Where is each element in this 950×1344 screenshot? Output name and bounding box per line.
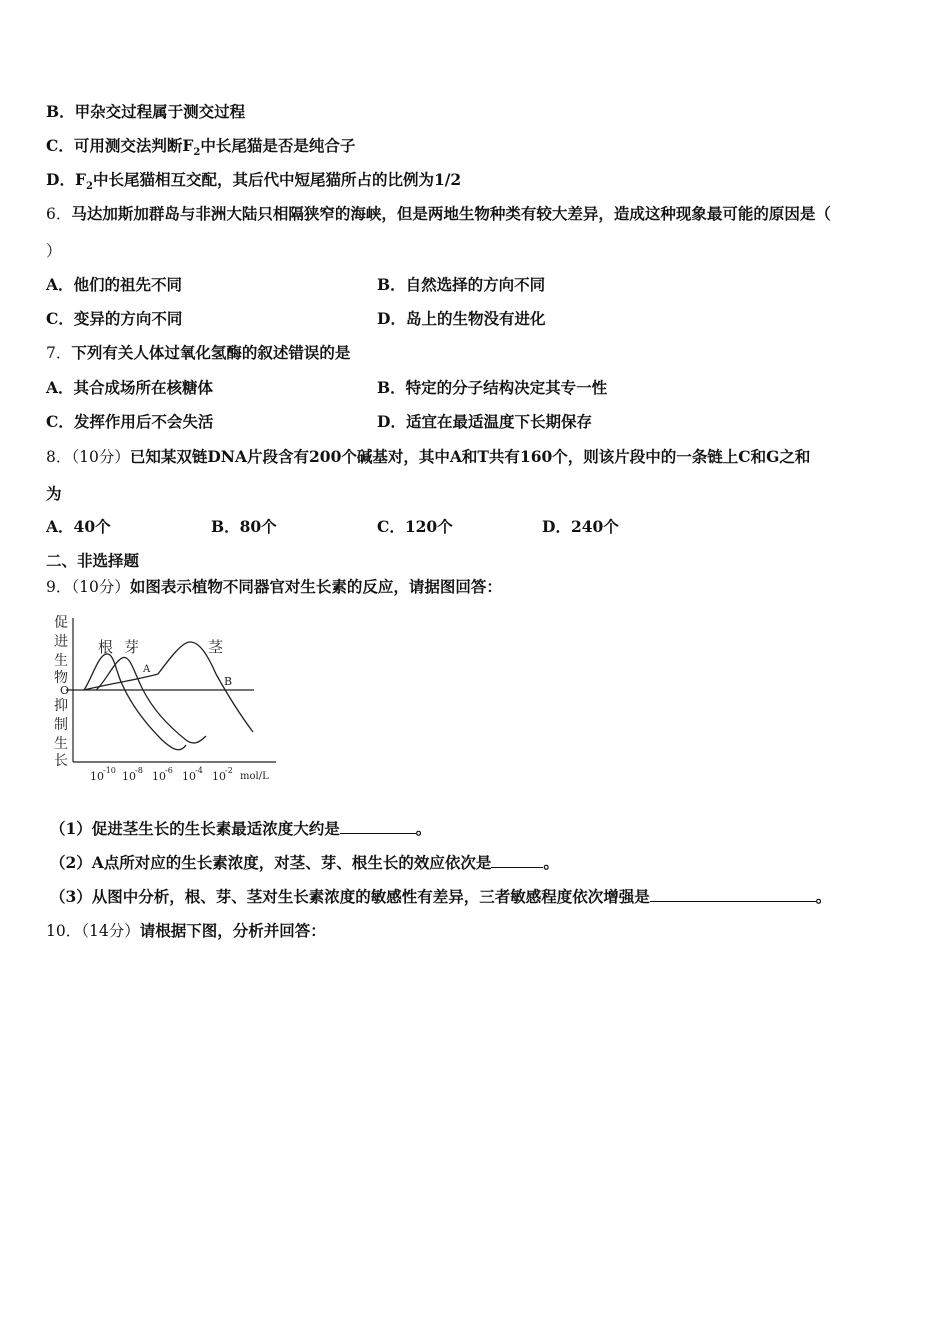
question-text: 已知某双链DNA片段含有200个碱基对，其中A和T共有160个，则该片段中的一条链上C和G之和 — [129, 447, 811, 466]
option-text: 240个 — [570, 517, 619, 536]
bud-curve — [96, 657, 206, 743]
question-text: 下列有关人体过氧化氢酶的叙述错误的是 — [71, 343, 351, 362]
sub-question-text: （3）从图中分析，根、芽、茎对生长素浓度的敏感性有差异，三者敏感程度依次增强是 — [50, 887, 650, 906]
q7-stem — [46, 342, 350, 364]
x-tick-base: 10 — [90, 770, 104, 783]
question-number: 10． — [46, 922, 82, 940]
option-text: 甲杂交过程属于测交过程 — [74, 102, 246, 121]
option-letter: C． — [46, 309, 74, 328]
question-number: 8． — [46, 448, 72, 466]
option-text: 他们的祖先不同 — [73, 275, 183, 294]
auxin-response-graph — [48, 612, 288, 788]
option-letter: D． — [542, 517, 571, 536]
point-a-label: A — [143, 664, 151, 675]
option-text-rest: 中长尾猫是否是纯合子 — [200, 136, 356, 155]
point-b-label: B — [224, 675, 233, 688]
y-label-bottom-4: 长 — [54, 753, 68, 769]
q9-sub2 — [50, 852, 559, 874]
option-text: 变异的方向不同 — [73, 309, 183, 328]
option-text: 适宜在最适温度下长期保存 — [405, 412, 592, 431]
option-letter: B． — [211, 517, 240, 536]
option-letter: B． — [377, 275, 406, 294]
option-text: 特定的分子结构决定其专一性 — [405, 378, 608, 397]
option-text: 可用测交法判断F — [73, 136, 194, 155]
question-text: 请根据下图，分析并回答： — [139, 921, 326, 940]
root-label: 根 — [98, 638, 114, 656]
x-tick-base: 10 — [152, 770, 166, 783]
x-tick-3 — [152, 766, 173, 783]
option-letter: A． — [46, 275, 74, 294]
q8-stem — [46, 446, 810, 468]
answer-blank[interactable] — [340, 818, 416, 834]
question-score: （10分） — [71, 448, 130, 466]
option-letter: D． — [377, 412, 406, 431]
sub-question-end: 。 — [415, 819, 432, 838]
x-tick-base: 10 — [212, 770, 226, 783]
option-letter: C． — [377, 517, 405, 536]
x-tick-base: 10 — [182, 770, 196, 783]
y-label-top-2: 进 — [54, 634, 68, 650]
option-text: 自然选择的方向不同 — [405, 275, 546, 294]
x-unit: mol/L — [240, 771, 269, 782]
option-letter: B． — [377, 378, 406, 397]
subscript: 2 — [193, 147, 201, 159]
question-text: 马达加斯加群岛与非洲大陆只相隔狭窄的海峡，但是两地生物种类有较大差异，造成这种现象最可能的原因是（ — [71, 204, 831, 223]
answer-blank[interactable] — [650, 886, 816, 902]
q7-option-c — [46, 411, 213, 433]
question-score: （14分） — [81, 922, 140, 940]
q9-stem — [46, 576, 502, 598]
q8-option-d — [542, 516, 619, 538]
q6-option-c — [46, 308, 182, 330]
x-tick-base: 10 — [122, 770, 136, 783]
option-text-rest: 中长尾猫相互交配，其后代中短尾猫所占的比例为1/2 — [92, 170, 462, 189]
option-letter: A． — [46, 378, 74, 397]
question-number: 9． — [46, 578, 72, 596]
stem-label: 茎 — [208, 638, 224, 656]
q5-option-c — [46, 135, 355, 157]
x-tick-2 — [122, 766, 143, 783]
x-tick-1 — [90, 766, 116, 783]
sub-question-text: （1）促进茎生长的生长素最适浓度大约是 — [50, 819, 340, 838]
question-text-end: 为 — [46, 484, 62, 503]
y-label-top-1: 促 — [54, 615, 68, 631]
q9-sub1 — [50, 818, 431, 840]
x-tick-exponent: -8 — [135, 766, 143, 775]
section-heading — [46, 550, 139, 572]
question-score: （10分） — [71, 578, 130, 596]
option-text: 岛上的生物没有进化 — [405, 309, 546, 328]
option-text: 120个 — [404, 517, 453, 536]
q6-option-b — [377, 274, 545, 296]
q7-option-a — [46, 377, 213, 399]
x-tick-4 — [182, 766, 203, 783]
q8-option-c — [377, 516, 453, 538]
option-text: 其合成场所在核糖体 — [73, 378, 214, 397]
answer-blank[interactable] — [491, 852, 543, 868]
q9-sub3 — [50, 886, 831, 908]
q7-option-b — [377, 377, 607, 399]
y-label-bottom-3: 生 — [54, 736, 68, 752]
section-title: 二、非选择题 — [46, 551, 140, 570]
x-tick-exponent: -10 — [103, 766, 116, 775]
q10-stem — [46, 920, 326, 942]
option-letter: B． — [46, 102, 75, 121]
y-label-bottom-2: 制 — [54, 717, 68, 733]
question-text: 如图表示植物不同器官对生长素的反应，请据图回答： — [129, 577, 502, 596]
option-text: F — [74, 170, 86, 189]
sub-question-end: 。 — [543, 853, 559, 872]
sub-question-text: （2）A点所对应的生长素浓度，对茎、芽、根生长的效应依次是 — [50, 853, 492, 872]
option-text: 80个 — [239, 517, 277, 536]
q8-stem-end — [46, 483, 62, 505]
y-label-bottom-1: 抑 — [54, 698, 68, 714]
y-label-top-3: 生 — [54, 653, 68, 669]
option-letter: D． — [46, 170, 75, 189]
option-text: 发挥作用后不会失活 — [73, 412, 214, 431]
q6-option-d — [377, 308, 545, 330]
bud-label: 芽 — [124, 638, 140, 656]
option-text: 40个 — [73, 517, 111, 536]
q7-option-d — [377, 411, 592, 433]
option-letter: A． — [46, 517, 74, 536]
root-curve — [84, 654, 186, 750]
y-label-top-4: 物 — [54, 670, 68, 686]
option-letter: C． — [46, 412, 74, 431]
q6-stem — [46, 203, 831, 225]
origin-label: O — [60, 684, 70, 697]
x-tick-exponent: -6 — [165, 766, 173, 775]
x-tick-exponent: -2 — [225, 766, 233, 775]
q5-option-b — [46, 101, 245, 123]
x-tick-exponent: -4 — [195, 766, 203, 775]
question-number: 6． — [46, 205, 72, 223]
q5-option-d — [46, 169, 461, 191]
option-letter: D． — [377, 309, 406, 328]
q6-option-a — [46, 274, 182, 296]
q6-stem-end: ） — [46, 242, 62, 260]
subscript: 2 — [85, 181, 93, 193]
q8-option-b — [211, 516, 277, 538]
option-letter: C． — [46, 136, 74, 155]
x-tick-5 — [212, 766, 233, 783]
q8-option-a — [46, 516, 111, 538]
sub-question-end: 。 — [815, 887, 832, 906]
question-number: 7． — [46, 344, 72, 362]
